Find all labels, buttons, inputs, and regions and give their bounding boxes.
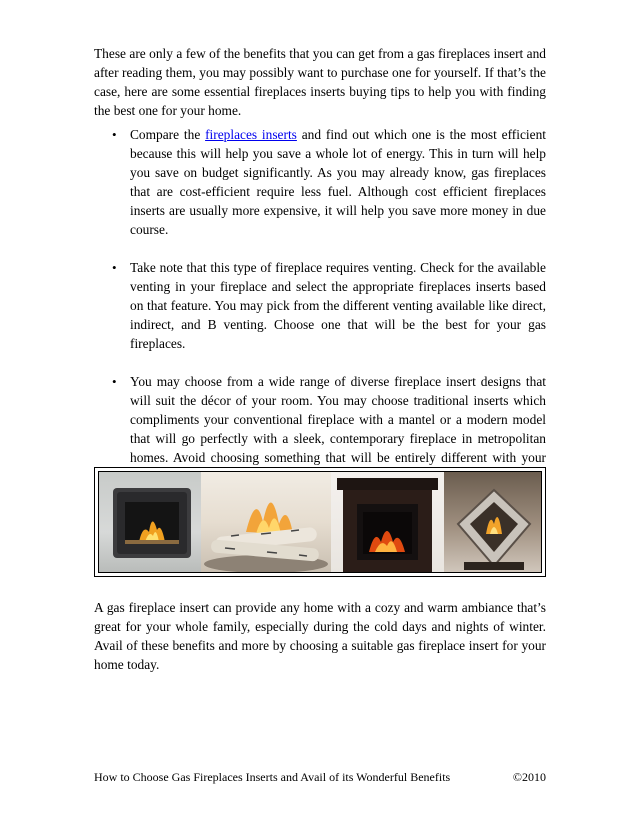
mantel-fireplace-image xyxy=(331,472,444,572)
footer-copyright: ©2010 xyxy=(512,770,546,784)
footer-title: How to Choose Gas Fireplaces Inserts and Avail of its Wonderful Benefits xyxy=(94,770,451,784)
mantel-fireplace-photo xyxy=(331,472,444,572)
wall-mounted-fireplace-photo xyxy=(99,472,201,572)
bullet-icon: • xyxy=(112,260,117,275)
fireplaces-inserts-link[interactable]: fireplaces inserts xyxy=(205,127,297,142)
birch-log-image xyxy=(201,472,331,572)
fireplace-photo-strip xyxy=(94,467,546,577)
bullet-text: Take note that this type of fireplace requires venting. Check for the available venting in your fireplace and select the appropriate fireplaces inserts based on that feature. You may pick from the different venting available like direct, indirect, and B venting. Choose one that will be the best for your gas fireplaces. xyxy=(130,260,546,351)
birch-log-set-photo xyxy=(201,472,331,572)
tabletop-fireplace-image xyxy=(444,472,541,572)
bullet-text: You may choose from a wide range of diverse fireplace insert designs that will suit the décor of your room. You may choose traditional inserts which compliments your conventional fireplace with a mantel or a modern model that will go perfectly with a sleek, contemporary fireplace in metropolitan homes. Avoid choosing something that will be entirely different with your xyxy=(130,374,546,465)
photo-strip-frame xyxy=(98,471,542,573)
wall-fireplace-image xyxy=(99,472,201,572)
tabletop-fireplace-photo xyxy=(444,472,541,572)
bullet-text-after-link: and find out which one is the most efficient because this will help you save a whole lot of energy. This in turn will help you save on budget significantly. As you may already know, gas fireplaces that are cost-efficient require less fuel. Although cost efficient fireplaces inserts are usually more expensive, it will help you save more money in due course. xyxy=(130,127,547,237)
list-item xyxy=(94,258,546,353)
bullet-icon: • xyxy=(112,127,117,142)
tips-list xyxy=(94,125,546,505)
page-footer xyxy=(94,770,546,785)
closing-paragraph: A gas fireplace insert can provide any home with a cozy and warm ambiance that’s great for your whole family, especially during the cold days and nights of winter. Avail of these benefits and more by choosing a suitable gas fireplace insert for your home today. xyxy=(94,600,546,672)
bullet-icon: • xyxy=(112,374,117,389)
intro-paragraph: These are only a few of the benefits that you can get from a gas fireplaces insert and after reading them, you may possibly want to purchase one for yourself. If that’s the case, here are some essential fireplaces inserts buying tips to help you with finding the best one for your home. xyxy=(94,46,546,118)
bullet-text-before-link: Compare the xyxy=(130,127,206,142)
list-item xyxy=(94,125,546,239)
